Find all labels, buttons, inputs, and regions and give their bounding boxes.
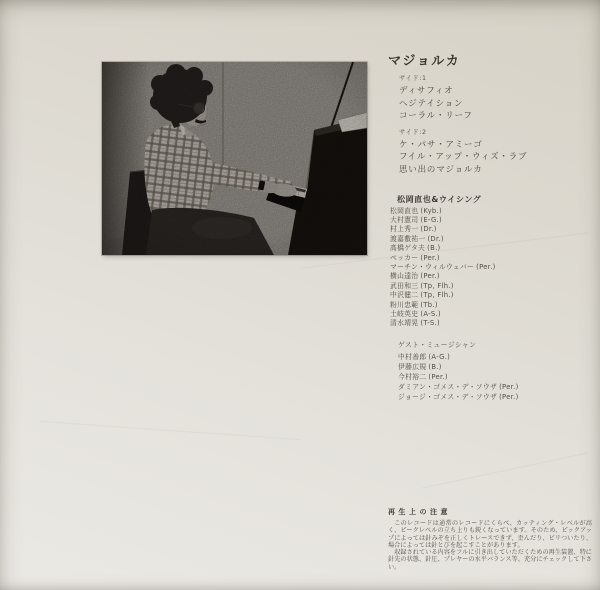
member-name: 高橋ゲタ夫: [390, 244, 426, 253]
member-credit: (Tp, Flh.): [420, 291, 454, 300]
member-credit: (Kyb.): [420, 206, 442, 215]
member-name: 粉川忠範: [390, 300, 419, 309]
side1-track-list: [399, 85, 594, 123]
guest-row: [398, 372, 594, 382]
member-row: [390, 225, 594, 234]
member-credit: (E-G.): [420, 215, 442, 224]
member-name: ペッカー: [390, 253, 419, 262]
member-row: [390, 263, 594, 272]
member-name: 今村裕二: [398, 372, 427, 381]
member-name: 横山達治: [390, 272, 419, 281]
liner-notes-panel: [388, 55, 594, 402]
notice-heading: 再生上の注意: [388, 508, 451, 516]
guest-row: [398, 362, 594, 372]
band-name: 松岡直也&ウイシング: [397, 194, 482, 204]
track-item: フイル・アップ・ウィズ・ラブ: [399, 152, 528, 163]
member-name: 大村憲司: [390, 215, 419, 224]
member-credit: (Per.): [420, 253, 440, 262]
guest-row: [398, 382, 594, 392]
track-item: ディサフィオ: [399, 86, 454, 96]
member-name: 中沢健二: [390, 291, 419, 300]
member-name: 武田和三: [390, 281, 419, 290]
member-credit: (Per.): [499, 392, 519, 401]
guest-row: [398, 392, 594, 402]
member-credit: (Dr.): [420, 225, 437, 234]
member-name: 渡嘉敷祐一: [390, 234, 426, 243]
member-name: ダミアン・ゴメス・デ・ソウザ: [398, 382, 498, 391]
guest-row: [398, 352, 594, 362]
guests-heading: ゲスト・ミュージシャン: [398, 340, 477, 349]
notice-paragraph: このレコードは通常のレコードにくらべ、カッティング・レベルが高く、ピークレベルの立ち上りも鋭くなっています。そのため、ピックアップによっては針みぞを正しくトレースできず、歪んだり、ビリついたり、場合によっては針とびを起こすことがあります。: [388, 520, 592, 549]
member-name: 松岡直也: [390, 206, 419, 215]
page-title: マジョルカ: [388, 54, 461, 69]
member-name: 中村善郎: [398, 352, 427, 361]
paper-crease: [40, 421, 299, 440]
track-item: 思い出のマジョルカ: [399, 164, 483, 175]
member-credit: (B.): [428, 362, 442, 371]
member-credit: (Tp, Flh.): [420, 281, 454, 290]
member-credit: (A-S.): [420, 310, 441, 319]
guest-member-list: [398, 352, 594, 402]
side-label: サイド:1: [399, 75, 427, 82]
member-row: [390, 216, 594, 225]
member-row: [390, 291, 594, 300]
album-photo: [102, 62, 367, 255]
paper-crease: [422, 452, 588, 488]
member-row: [390, 319, 594, 328]
band-member-list: [390, 207, 594, 329]
member-credit: (Dr.): [427, 234, 444, 243]
track-item: ヘジテイション: [399, 98, 464, 109]
side-label: サイド:2: [399, 128, 427, 136]
member-credit: (Per.): [428, 372, 448, 381]
member-name: 伊藤広規: [398, 362, 427, 371]
member-credit: (Tb.): [420, 300, 438, 309]
side2-track-list: [399, 139, 594, 177]
playback-notice: [388, 508, 592, 571]
member-name: マーチン・ウィルウェバー: [390, 263, 475, 271]
member-credit: (Per.): [499, 382, 519, 391]
notice-paragraph: 収録されている内容をフルに引き出していただくための再生装置、特に針先の状態、針圧、プレヤーの水平バランス等、充分にチェックして下さい。: [388, 549, 592, 571]
track-item: コーラル・リーフ: [399, 111, 473, 122]
member-credit: (Per.): [420, 272, 440, 281]
member-name: 清水靖晃: [390, 319, 419, 328]
member-name: ジョージ・ゴメス・デ・ソウザ: [398, 392, 498, 401]
member-credit: (Per.): [476, 263, 496, 271]
member-row: [390, 282, 594, 291]
member-credit: (A-G.): [428, 352, 451, 361]
member-row: [390, 272, 594, 281]
member-name: 村上秀一: [390, 225, 419, 234]
track-item: ケ・パサ・アミーゴ: [399, 139, 483, 150]
member-credit: (T-S.): [420, 319, 440, 328]
photo-vignette: [102, 62, 367, 255]
member-row: [390, 244, 594, 253]
member-row: [390, 207, 594, 216]
pianist-photo-illustration: [102, 62, 367, 255]
member-row: [390, 235, 594, 244]
member-credit: (B.): [427, 244, 441, 253]
member-row: [390, 254, 594, 263]
member-row: [390, 301, 594, 310]
member-name: 土岐英史: [390, 310, 419, 319]
